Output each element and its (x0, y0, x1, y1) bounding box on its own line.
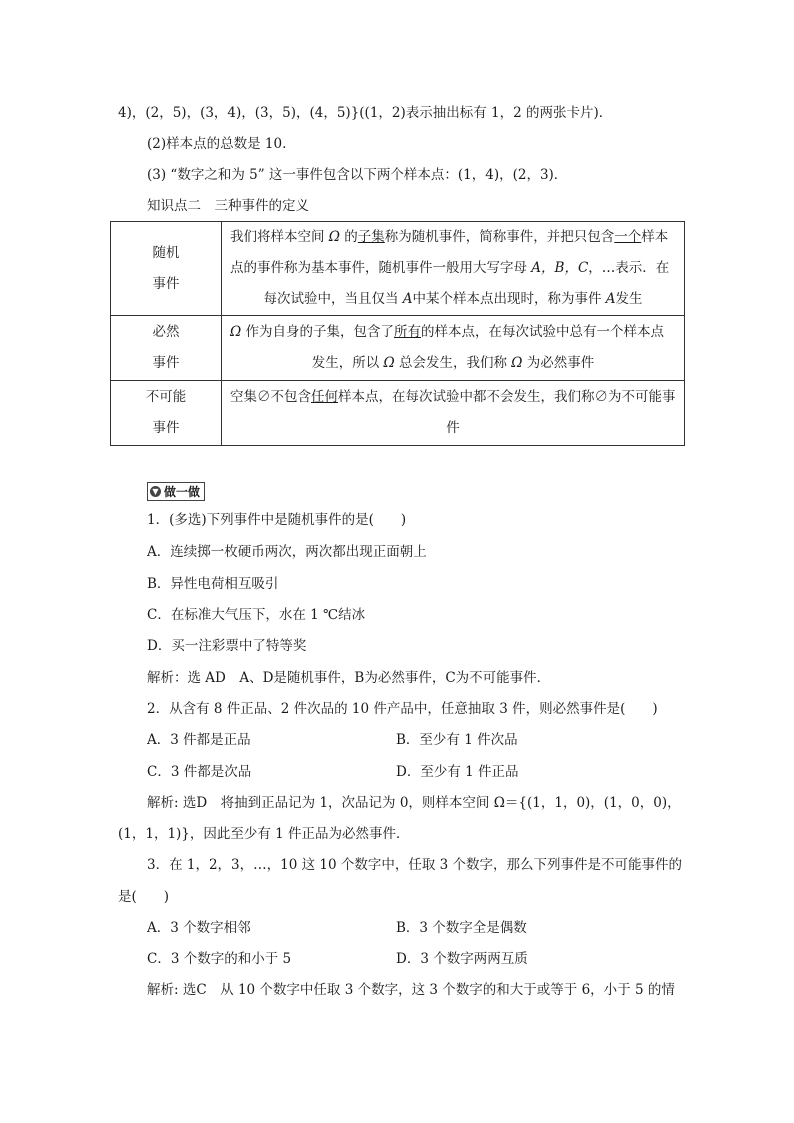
q1-option-a: A．连续掷一枚硬币两次，两次都出现正面朝上 (147, 544, 427, 560)
practice-badge (147, 482, 205, 501)
q2-option-a: A．3 件都是正品 (147, 732, 251, 748)
q3-analysis: 解析: 选C 从 10 个数字中任取 3 个数字，这 3 个数字的和大于或等于 6，小于 5 的情 (147, 982, 675, 998)
q3-stem-line2: 是( ) (118, 889, 170, 905)
chevron-down-icon: ▼ (150, 486, 161, 497)
impossible-def-line2: 件 (446, 420, 460, 436)
certain-head-line1: 必然 (152, 324, 180, 340)
q1-option-d: D．买一注彩票中了特等奖 (147, 638, 307, 654)
intro-line-1: 4)，(2，5)，(3，4)，(3，5)，(4，5)}((1，2)表示抽出标有 1，2 的两张卡片)． (118, 105, 613, 121)
q1-analysis: 解析：选 AD A、D是随机事件，B为必然事件，C为不可能事件． (147, 670, 551, 686)
random-head-line1: 随机 (152, 244, 180, 261)
certain-def-line1: Ω 作为自身的子集，包含了所有的样本点，在每次试验中总有一个样本点 (230, 324, 664, 340)
intro-line-3: (3) “数字之和为 5” 这一事件包含以下两个样本点：(1，4)，(2，3)． (147, 167, 568, 183)
q1-option-b: B．异性电荷相互吸引 (147, 576, 279, 592)
q3-option-a: A．3 个数字相邻 (147, 920, 251, 936)
practice-badge-label: 做一做 (164, 485, 201, 499)
certain-def-line2: 发生，所以 Ω 总会发生，我们称 Ω 为必然事件 (311, 355, 595, 371)
section-title: 知识点二 三种事件的定义 (147, 198, 309, 214)
table-row-impossible (111, 381, 685, 446)
random-event-header (111, 222, 222, 316)
random-def-line3: 每次试验中，当且仅当 A中某个样本点出现时，称为事件 A发生 (263, 291, 643, 307)
certain-head-line2: 事件 (152, 355, 180, 371)
impossible-event-header (111, 381, 222, 446)
table-row-random (111, 222, 685, 316)
certain-event-header (111, 316, 222, 381)
q3-option-b: B．3 个数字全是偶数 (396, 920, 527, 936)
random-event-definition (222, 222, 685, 316)
q2-option-d: D．至少有 1 件正品 (396, 764, 519, 780)
impossible-event-definition (222, 381, 685, 446)
q2-option-c: C．3 件都是次品 (147, 764, 252, 780)
q2-analysis-line2: (1，1，1)}，因此至少有 1 件正品为必然事件． (118, 826, 410, 842)
random-def-line1: 我们将样本空间 Ω 的子集称为随机事件，简称事件，并把只包含一个样本 (230, 229, 669, 245)
random-head-line2: 事件 (152, 275, 180, 292)
impossible-head-line2: 事件 (152, 420, 180, 436)
table-row-certain (111, 316, 685, 381)
q3-option-c: C．3 个数字的和小于 5 (147, 951, 292, 967)
q3-option-d: D．3 个数字两两互质 (396, 951, 528, 967)
impossible-head-line1: 不可能 (145, 389, 187, 405)
q2-stem: 2．从含有 8 件正品、2 件次品的 10 件产品中，任意抽取 3 件，则必然事件是( ) (147, 701, 658, 717)
q1-option-c: C．在标准大气压下，水在 1 ℃结冰 (147, 607, 366, 623)
impossible-def-line1: 空集∅不包含任何样本点，在每次试验中都不会发生，我们称∅为不可能事 (230, 389, 676, 405)
certain-event-definition (222, 316, 685, 381)
intro-line-2: (2)样本点的总数是 10. (147, 136, 287, 152)
q3-stem-line1: 3．在 1，2，3，…，10 这 10 个数字中，任取 3 个数字，那么下列事件是不可能事件的 (147, 857, 683, 873)
q2-option-b: B．至少有 1 件次品 (396, 732, 518, 748)
q1-stem: 1．(多选)下列事件中是随机事件的是( ) (147, 512, 407, 528)
q2-analysis-line1: 解析: 选D 将抽到正品记为 1，次品记为 0，则样本空间 Ω＝{(1，1，0)，(1，0，0)， (147, 795, 681, 811)
random-def-line2: 点的事件称为基本事件，随机事件一般用大写字母 A，B，C，…表示．在 (230, 260, 670, 276)
event-definitions-table (110, 221, 685, 446)
